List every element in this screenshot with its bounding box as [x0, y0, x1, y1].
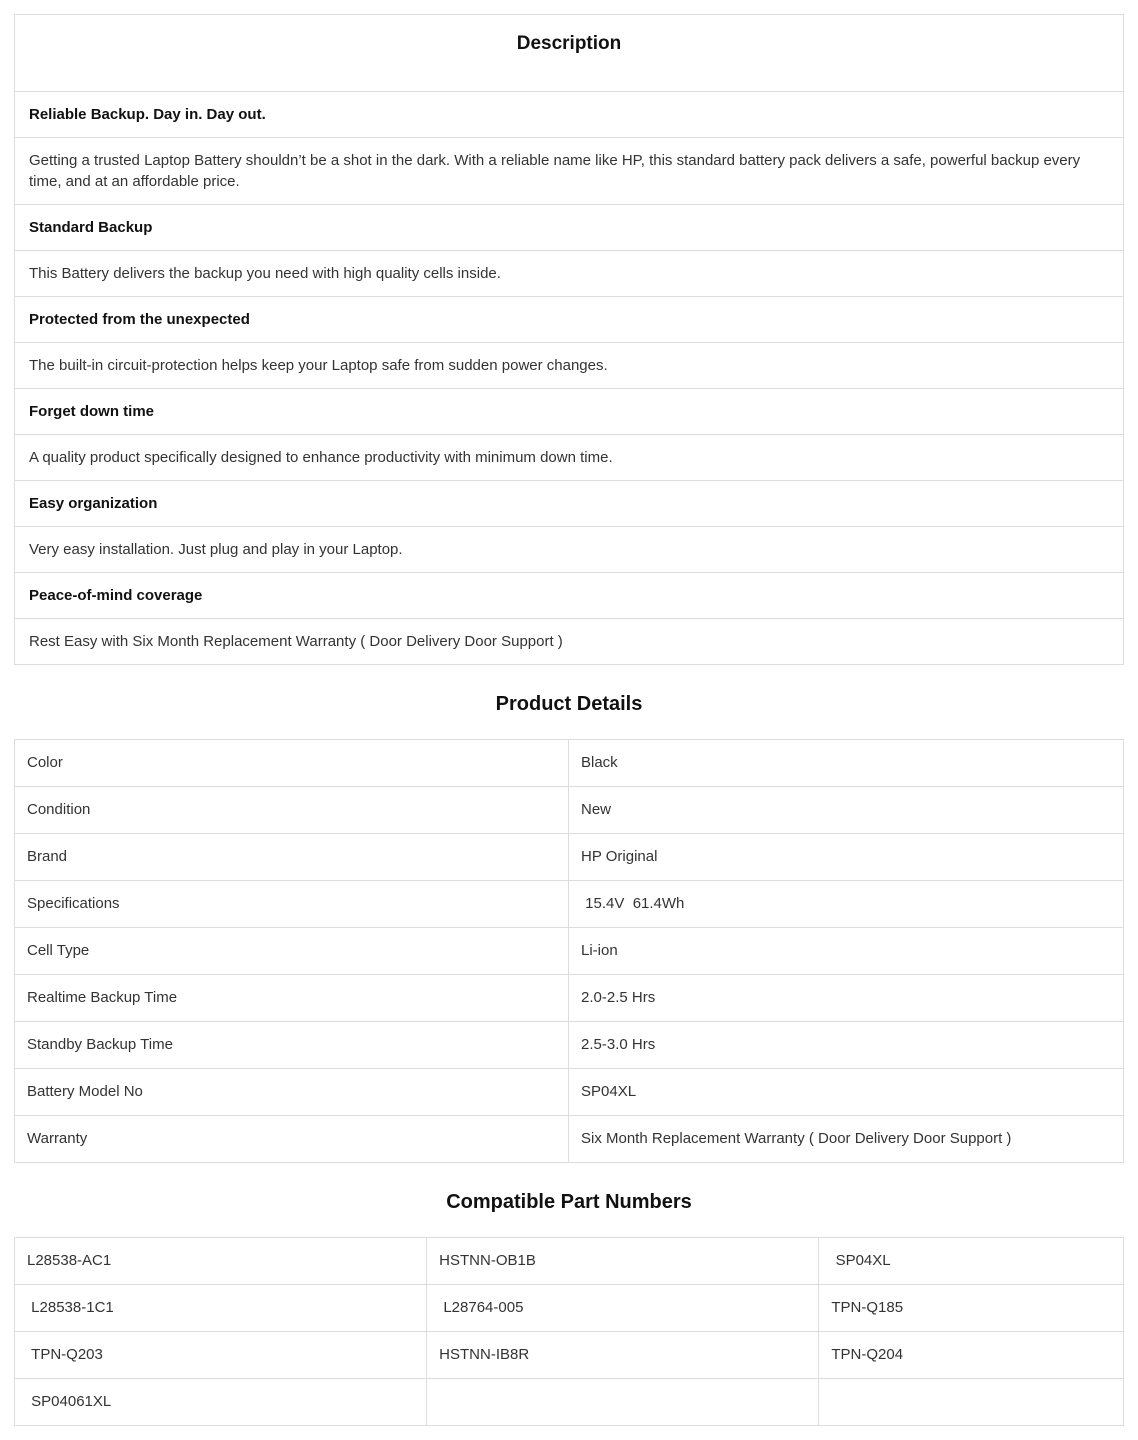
detail-value: Black	[581, 754, 618, 771]
description-heading-row: Forget down time	[15, 389, 1123, 435]
description-body-row: Very easy installation. Just plug and play in your Laptop.	[15, 527, 1123, 573]
description-body-row: Getting a trusted Laptop Battery shouldn’t be a shot in the dark. With a reliable name like HP, this standard battery pack delivers a safe, powerful backup every time, and at an affordable price.	[15, 138, 1123, 205]
product-details-table	[14, 739, 1124, 1163]
description-heading-row: Protected from the unexpected	[15, 297, 1123, 343]
detail-value: Li-ion	[581, 942, 618, 959]
detail-label: Color	[15, 740, 569, 786]
table-row	[15, 1022, 1123, 1069]
detail-label: Standby Backup Time	[15, 1022, 569, 1068]
table-row	[15, 787, 1123, 834]
table-row	[15, 928, 1123, 975]
detail-label: Realtime Backup Time	[15, 975, 569, 1021]
description-body-row: The built-in circuit-protection helps keep your Laptop safe from sudden power changes.	[15, 343, 1123, 389]
detail-value: 15.4V 61.4Wh	[581, 895, 685, 912]
description-title: Description	[15, 15, 1123, 92]
description-body-row: This Battery delivers the backup you need with high quality cells inside.	[15, 251, 1123, 297]
description-body-row: A quality product specifically designed to enhance productivity with minimum down time.	[15, 435, 1123, 481]
description-body-row: Rest Easy with Six Month Replacement Warranty ( Door Delivery Door Support )	[15, 619, 1123, 665]
table-row	[15, 975, 1123, 1022]
product-details-title: Product Details	[495, 693, 643, 715]
detail-label: Warranty	[15, 1116, 569, 1162]
part-number-cell: TPN-Q185	[831, 1299, 904, 1316]
compatible-part-numbers-title: Compatible Part Numbers	[446, 1191, 692, 1213]
part-number-cell: TPN-Q204	[831, 1346, 904, 1363]
part-number-cell	[427, 1379, 819, 1425]
part-number-cell: L28538-1C1	[15, 1285, 427, 1331]
detail-value: 2.5-3.0 Hrs	[581, 1036, 656, 1053]
description-table	[14, 14, 1124, 665]
detail-value: 2.0-2.5 Hrs	[581, 989, 656, 1006]
description-heading-row: Peace-of-mind coverage	[15, 573, 1123, 619]
part-number-cell: L28538-AC1	[15, 1238, 427, 1284]
detail-label: Specifications	[15, 881, 569, 927]
part-number-cell: HSTNN-IB8R	[427, 1332, 819, 1378]
table-row	[15, 1285, 1123, 1332]
detail-value: HP Original	[581, 848, 658, 865]
part-number-cell: SP04061XL	[15, 1379, 427, 1425]
table-row	[15, 1069, 1123, 1116]
table-row	[15, 1116, 1123, 1163]
description-heading-row: Easy organization	[15, 481, 1123, 527]
description-heading-row: Reliable Backup. Day in. Day out.	[15, 92, 1123, 138]
table-row	[15, 740, 1123, 787]
detail-value: New	[581, 801, 612, 818]
detail-value: Six Month Replacement Warranty ( Door Delivery Door Support )	[581, 1130, 1012, 1147]
detail-label: Condition	[15, 787, 569, 833]
detail-label: Cell Type	[15, 928, 569, 974]
description-heading-row: Standard Backup	[15, 205, 1123, 251]
table-row	[15, 1379, 1123, 1426]
table-row	[15, 834, 1123, 881]
part-number-cell: TPN-Q203	[15, 1332, 427, 1378]
part-number-cell: SP04XL	[831, 1252, 891, 1269]
part-number-cell: L28764-005	[427, 1285, 819, 1331]
part-number-cell	[819, 1379, 1123, 1425]
table-row	[15, 1238, 1123, 1285]
detail-label: Battery Model No	[15, 1069, 569, 1115]
part-number-cell: HSTNN-OB1B	[427, 1238, 819, 1284]
detail-label: Brand	[15, 834, 569, 880]
detail-value: SP04XL	[581, 1083, 637, 1100]
table-row	[15, 881, 1123, 928]
table-row	[15, 1332, 1123, 1379]
compatible-part-numbers-table	[14, 1237, 1124, 1426]
